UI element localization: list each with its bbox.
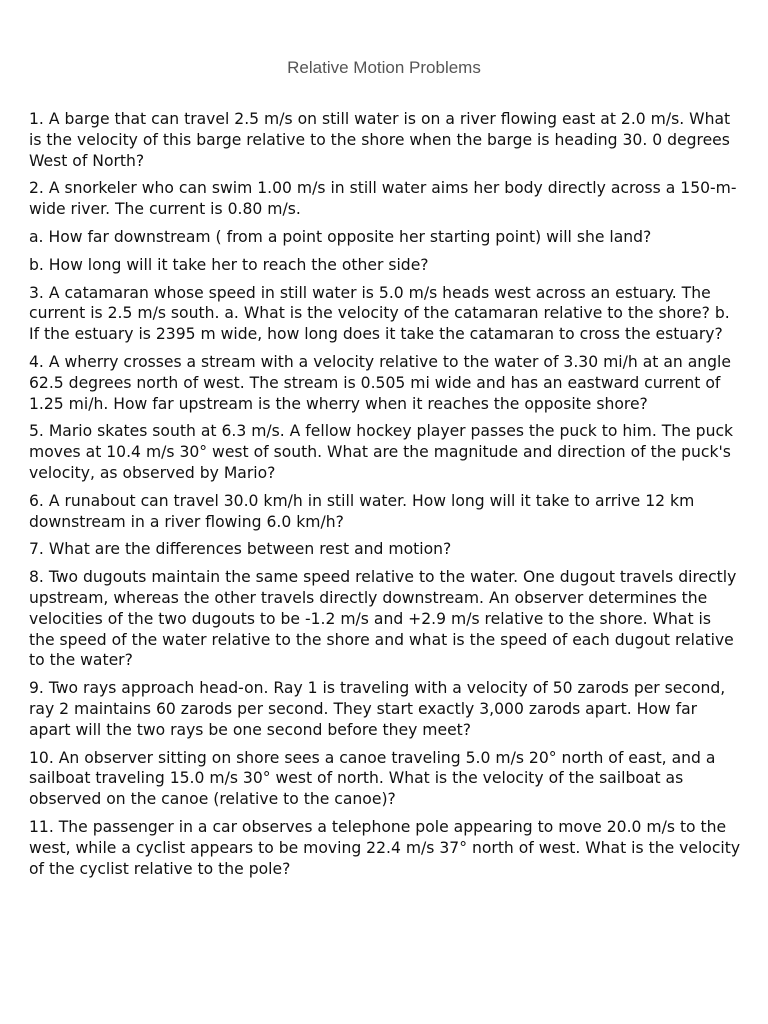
- problem-10: 10. An observer sitting on shore sees a canoe traveling 5.0 m/s 20° north of east, and a sailboat traveling 15.0 m/s 30° west of north. What is the velocity of the sailboat as observed on the canoe (relative to the canoe)?: [29, 748, 716, 809]
- problem-6: 6. A runabout can travel 30.0 km/h in still water. How long will it take to arrive 12 km downstream in a river flowing 6.0 km/h?: [29, 491, 695, 531]
- problem-9: 9. Two rays approach head-on. Ray 1 is traveling with a velocity of 50 zarods per second, ray 2 maintains 60 zarods per second. They start exactly 3,000 zarods apart. How far apart will the two rays be one second before they meet?: [29, 679, 726, 739]
- problem-11: 11. The passenger in a car observes a telephone pole appearing to move 20.0 m/s to the west, while a cyclist appears to be moving 22.4 m/s 37° north of west. What is the velocity of the cyclist relative to the pole?: [29, 817, 741, 878]
- problem-2-part-b: b. How long will it take her to reach the other side?: [29, 255, 429, 274]
- problem-3: 3. A catamaran whose speed in still water is 5.0 m/s heads west across an estuary. The current is 2.5 m/s south. a. What is the velocity of the catamaran relative to the shore? b. If the estuary is 2395 m wide, how long does it take the catamaran to cross the estuary?: [29, 283, 730, 344]
- problem-5: 5. Mario skates south at 6.3 m/s. A fellow hockey player passes the puck to him. The puck moves at 10.4 m/s 30° west of south. What are the magnitude and direction of the puck's velocity, as observed by Mario?: [29, 422, 734, 482]
- problem-2-part-a: a. How far downstream ( from a point opposite her starting point) will she land?: [29, 227, 652, 246]
- problem-1: 1. A barge that can travel 2.5 m/s on still water is on a river flowing east at 2.0 m/s. What is the velocity of this barge relative to the shore when the barge is heading 30. 0 degrees West of North?: [29, 110, 731, 170]
- problem-8: 8. Two dugouts maintain the same speed relative to the water. One dugout travels directly upstream, whereas the other travels directly downstream. An observer determines the velocities of the two dugouts to be -1.2 m/s and +2.9 m/s relative to the shore. What is the speed of the water relative to the shore and what is the speed of each dugout relative to the water?: [29, 568, 737, 670]
- problem-4: 4. A wherry crosses a stream with a velocity relative to the water of 3.30 mi/h at an angle 62.5 degrees north of west. The stream is 0.505 mi wide and has an eastward current of 1.25 mi/h. How far upstream is the wherry when it reaches the opposite shore?: [29, 352, 731, 413]
- problem-2: 2. A snorkeler who can swim 1.00 m/s in still water aims her body directly across a 150-m-wide river. The current is 0.80 m/s.: [29, 179, 737, 219]
- problem-7: 7. What are the differences between rest and motion?: [29, 540, 452, 559]
- page-title: Relative Motion Problems: [287, 58, 481, 77]
- problem-list: [29, 109, 741, 886]
